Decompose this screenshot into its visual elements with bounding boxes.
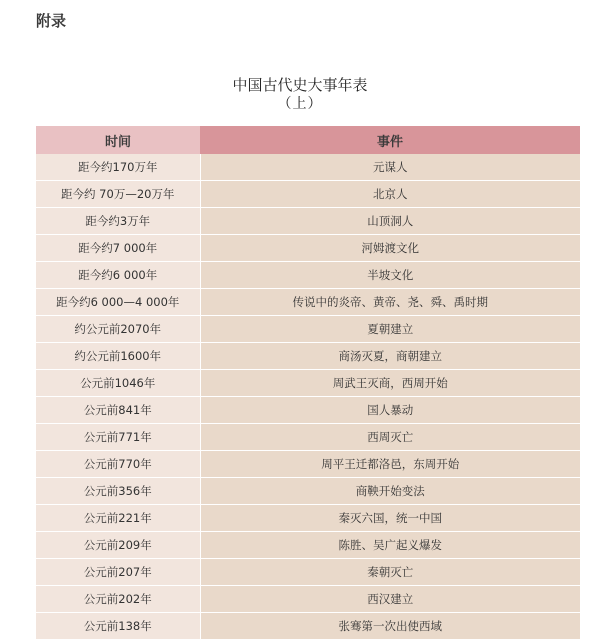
cell-event: 国人暴动 [200,397,580,424]
cell-event: 半坡文化 [200,262,580,289]
cell-time: 公元前138年 [36,613,200,640]
cell-time: 公元前1046年 [36,370,200,397]
table-body [36,154,580,640]
cell-time: 距今约6 000年 [36,262,200,289]
page-subtitle: （上） [277,96,323,112]
cell-time: 公元前356年 [36,478,200,505]
cell-event: 西汉建立 [200,586,580,613]
cell-time: 距今约 70万—20万年 [36,181,200,208]
cell-event: 元谋人 [200,154,580,181]
cell-time: 约公元前1600年 [36,343,200,370]
table-row [36,208,580,235]
table-row [36,424,580,451]
table-row [36,370,580,397]
cell-event: 商鞅开始变法 [200,478,580,505]
cell-event: 张骞第一次出使西域 [200,613,580,640]
cell-time: 距今约6 000—4 000年 [36,289,200,316]
cell-event: 西周灭亡 [200,424,580,451]
cell-event: 夏朝建立 [200,316,580,343]
cell-time: 约公元前2070年 [36,316,200,343]
cell-time: 距今约7 000年 [36,235,200,262]
column-header-event: 事件 [200,126,580,154]
cell-event: 传说中的炎帝、黄帝、尧、舜、禹时期 [200,289,580,316]
table-row [36,262,580,289]
cell-event: 秦朝灭亡 [200,559,580,586]
table-row [36,532,580,559]
table-row [36,181,580,208]
table-row [36,154,580,181]
table-row [36,478,580,505]
column-header-time: 时间 [36,126,200,154]
title-block [0,76,600,114]
cell-event: 周平王迁都洛邑，东周开始 [200,451,580,478]
table-row [36,235,580,262]
cell-event: 山顶洞人 [200,208,580,235]
cell-event: 河姆渡文化 [200,235,580,262]
cell-event: 周武王灭商，西周开始 [200,370,580,397]
table-row [36,613,580,640]
table-row [36,505,580,532]
table-header-row [36,126,580,154]
cell-time: 距今约3万年 [36,208,200,235]
table-row [36,559,580,586]
cell-time: 公元前841年 [36,397,200,424]
table-row [36,289,580,316]
table-row [36,343,580,370]
cell-time: 距今约170万年 [36,154,200,181]
cell-time: 公元前771年 [36,424,200,451]
cell-time: 公元前202年 [36,586,200,613]
chronology-table [36,126,580,640]
cell-time: 公元前209年 [36,532,200,559]
page-title: 中国古代史大事年表 [232,76,368,94]
cell-event: 北京人 [200,181,580,208]
section-label: 附录 [36,12,67,30]
cell-event: 商汤灭夏，商朝建立 [200,343,580,370]
cell-event: 陈胜、吴广起义爆发 [200,532,580,559]
table-row [36,586,580,613]
chronology-table-wrapper [36,126,580,640]
table-row [36,397,580,424]
table-row [36,316,580,343]
cell-time: 公元前221年 [36,505,200,532]
cell-event: 秦灭六国，统一中国 [200,505,580,532]
table-row [36,451,580,478]
cell-time: 公元前770年 [36,451,200,478]
cell-time: 公元前207年 [36,559,200,586]
